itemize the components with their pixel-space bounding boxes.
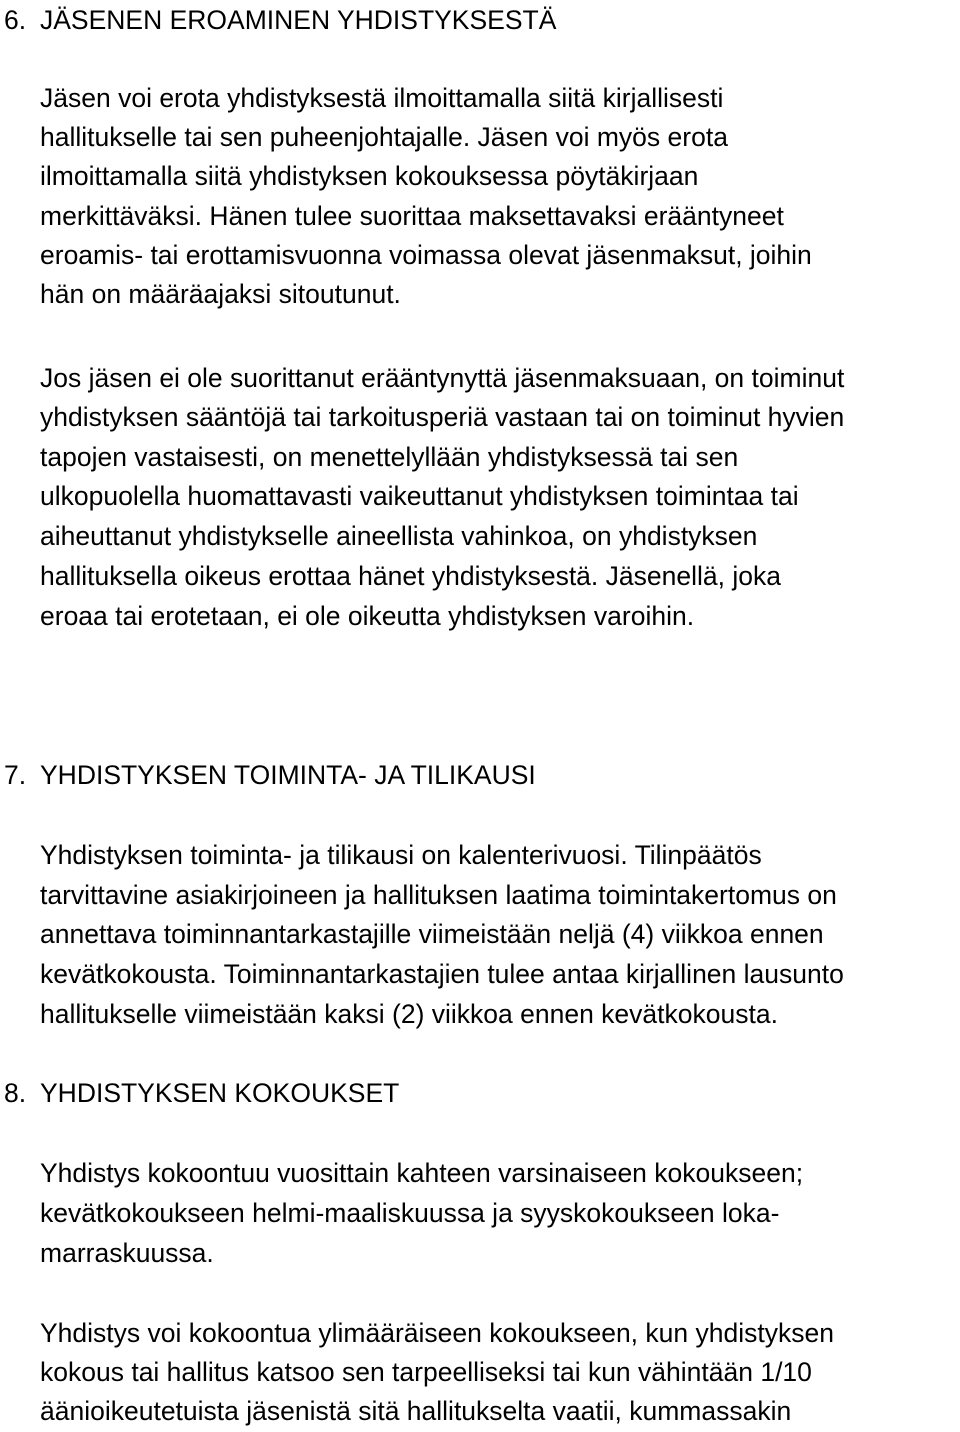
paragraph-line: kokous tai hallitus katsoo sen tarpeelliseksi tai kun vähintään 1/10: [40, 1357, 812, 1387]
paragraph-line: ilmoittamalla siitä yhdistyksen kokouksessa pöytäkirjaan: [40, 161, 699, 191]
section-7-heading: [4, 755, 536, 795]
paragraph-line: kevätkokousta. Toiminnantarkastajien tulee antaa kirjallinen lausunto: [40, 959, 844, 989]
paragraph-line: yhdistyksen sääntöjä tai tarkoitusperiä vastaan tai on toiminut hyvien: [40, 402, 845, 432]
paragraph-line: tarvittavine asiakirjoineen ja hallituksen laatima toimintakertomus on: [40, 880, 837, 910]
paragraph-line: kevätkokoukseen helmi-maaliskuussa ja syyskokoukseen loka-: [40, 1198, 780, 1228]
paragraph-line: marraskuussa.: [40, 1238, 214, 1268]
paragraph-line: Jäsen voi erota yhdistyksestä ilmoittamalla siitä kirjallisesti: [40, 83, 724, 113]
section-title: YHDISTYKSEN KOKOUKSET: [40, 1078, 400, 1108]
paragraph-line: hän on määräajaksi sitoutunut.: [40, 279, 401, 309]
paragraph-line: aiheuttanut yhdistykselle aineellista vahinkoa, on yhdistyksen: [40, 521, 758, 551]
paragraph-line: Yhdistyksen toiminta- ja tilikausi on kalenterivuosi. Tilinpäätös: [40, 840, 762, 870]
paragraph-line: hallitukselle tai sen puheenjohtajalle. Jäsen voi myös erota: [40, 122, 728, 152]
paragraph-line: hallituksella oikeus erottaa hänet yhdistyksestä. Jäsenellä, joka: [40, 561, 781, 591]
section-title: JÄSENEN EROAMINEN YHDISTYKSESTÄ: [40, 5, 557, 35]
paragraph-line: Yhdistys kokoontuu vuosittain kahteen varsinaiseen kokoukseen;: [40, 1158, 804, 1188]
paragraph-line: hallitukselle viimeistään kaksi (2) viikkoa ennen kevätkokousta.: [40, 999, 778, 1029]
paragraph-line: Jos jäsen ei ole suorittanut erääntynyttä jäsenmaksuaan, on toiminut: [40, 363, 845, 393]
paragraph-line: tapojen vastaisesti, on menettelyllään yhdistyksessä tai sen: [40, 442, 739, 472]
section-number: 8.: [4, 1078, 27, 1108]
paragraph-line: eroaa tai erotetaan, ei ole oikeutta yhdistyksen varoihin.: [40, 601, 695, 631]
paragraph-line: ulkopuolella huomattavasti vaikeuttanut yhdistyksen toimintaa tai: [40, 481, 799, 511]
paragraph-line: eroamis- tai erottamisvuonna voimassa olevat jäsenmaksut, joihin: [40, 240, 812, 270]
section-number: 7.: [4, 760, 27, 790]
section-title: YHDISTYKSEN TOIMINTA- JA TILIKAUSI: [40, 760, 536, 790]
section-number: 6.: [4, 5, 27, 35]
paragraph-line: äänioikeutetuista jäsenistä sitä hallitukselta vaatii, kummassakin: [40, 1396, 792, 1426]
paragraph-line: merkittäväksi. Hänen tulee suorittaa maksettavaksi erääntyneet: [40, 201, 784, 231]
paragraph-line: annettava toiminnantarkastajille viimeistään neljä (4) viikkoa ennen: [40, 919, 824, 949]
section-8-heading: [4, 1073, 399, 1113]
paragraph-line: Yhdistys voi kokoontua ylimääräiseen kokoukseen, kun yhdistyksen: [40, 1318, 834, 1348]
section-6-heading: [4, 0, 556, 40]
